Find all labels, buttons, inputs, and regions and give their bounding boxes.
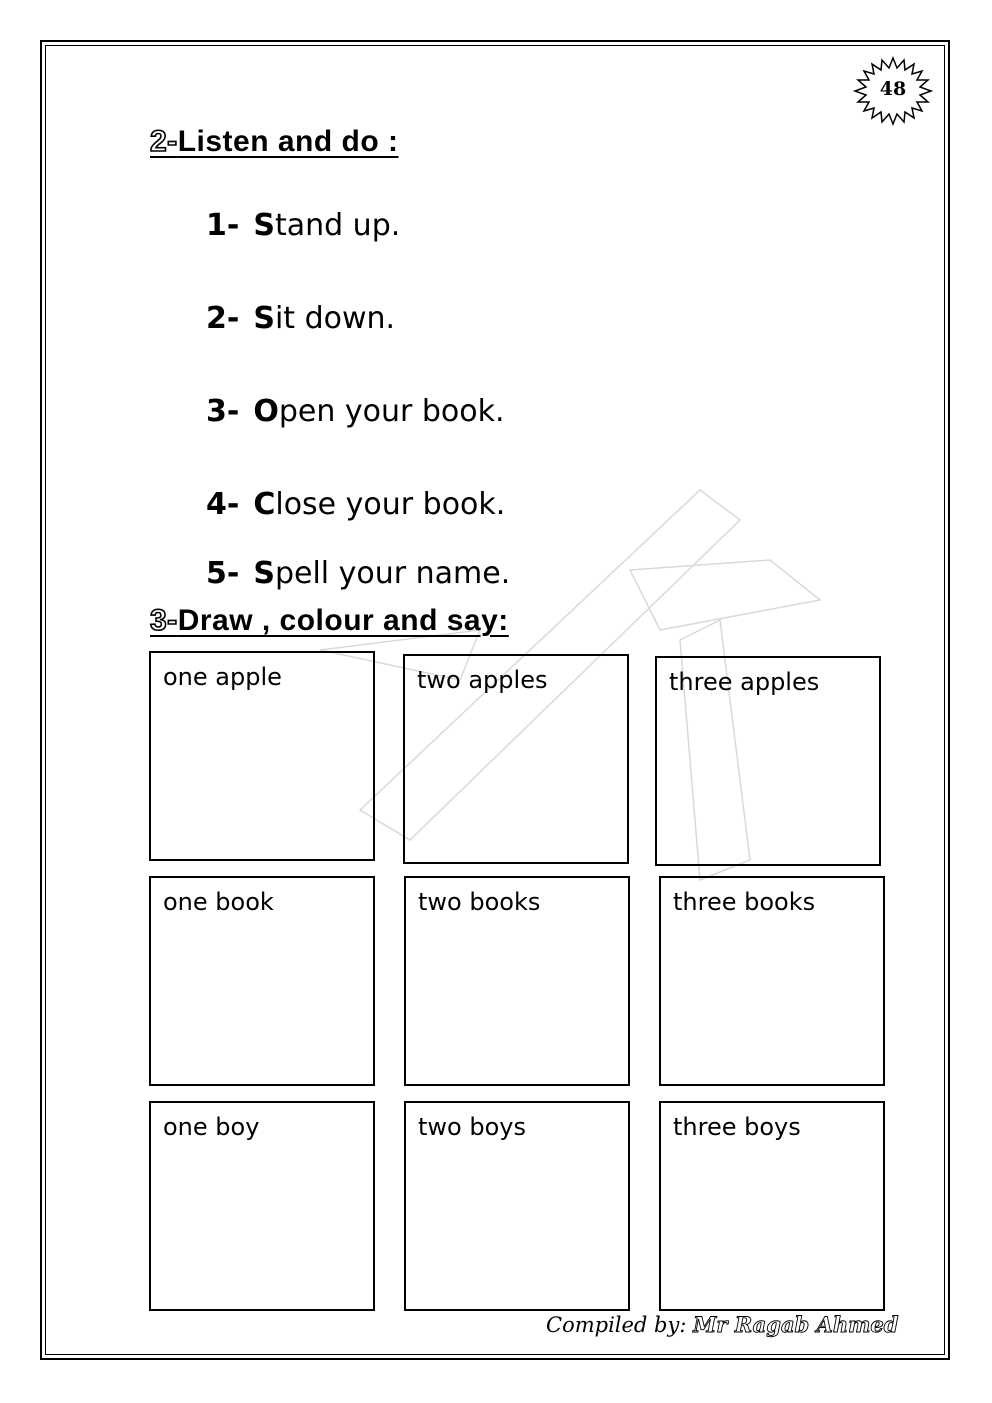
footer-author: Mr Ragab Ahmed [693,1312,899,1337]
drawing-box-label: three boys [673,1113,801,1141]
drawing-box-label: two apples [417,666,548,694]
command-number: 5- [206,556,240,591]
drawing-box[interactable] [149,1101,375,1311]
drawing-box[interactable] [149,876,375,1086]
section-heading-draw [150,604,509,638]
drawing-box-label: three apples [669,668,820,696]
command-number: 1- [206,208,240,243]
drawing-box-label: one boy [163,1113,260,1141]
section-title: Draw , colour and say: [177,604,509,637]
command-text: lose your book. [275,487,506,522]
command-text: pen your book. [278,394,505,429]
command-text: tand up. [274,208,401,243]
command-initial: S [253,208,275,243]
command-text: pell your name. [274,556,511,591]
command-initial: S [253,301,275,336]
footer-label: Compiled by: [546,1313,694,1337]
command-number: 2- [206,301,240,336]
drawing-box[interactable] [149,651,375,861]
command-item [206,487,505,522]
command-initial: C [253,487,276,522]
drawing-box[interactable] [403,654,629,864]
command-text: it down. [274,301,396,336]
footer-credit [546,1312,898,1337]
drawing-box-label: three books [673,888,816,916]
command-item [206,394,505,429]
section-heading-listen [150,125,399,159]
drawing-box[interactable] [655,656,881,866]
section-number: 3- [150,604,178,637]
command-number: 4- [206,487,240,522]
drawing-box-label: two boys [418,1113,526,1141]
section-number: 2- [150,125,178,158]
drawing-box[interactable] [659,1101,885,1311]
command-item [206,301,395,336]
command-initial: S [253,556,275,591]
drawing-box[interactable] [404,1101,630,1311]
drawing-box-label: one book [163,888,274,916]
command-item [206,208,400,243]
command-initial: O [253,394,279,429]
drawing-box[interactable] [659,876,885,1086]
drawing-box-label: two books [418,888,541,916]
drawing-box-label: one apple [163,663,282,691]
command-item [206,556,510,591]
page-number: 48 [879,78,907,100]
drawing-box[interactable] [404,876,630,1086]
command-number: 3- [206,394,240,429]
section-title-initial: L [177,125,197,158]
section-title: isten and do : [196,125,399,158]
